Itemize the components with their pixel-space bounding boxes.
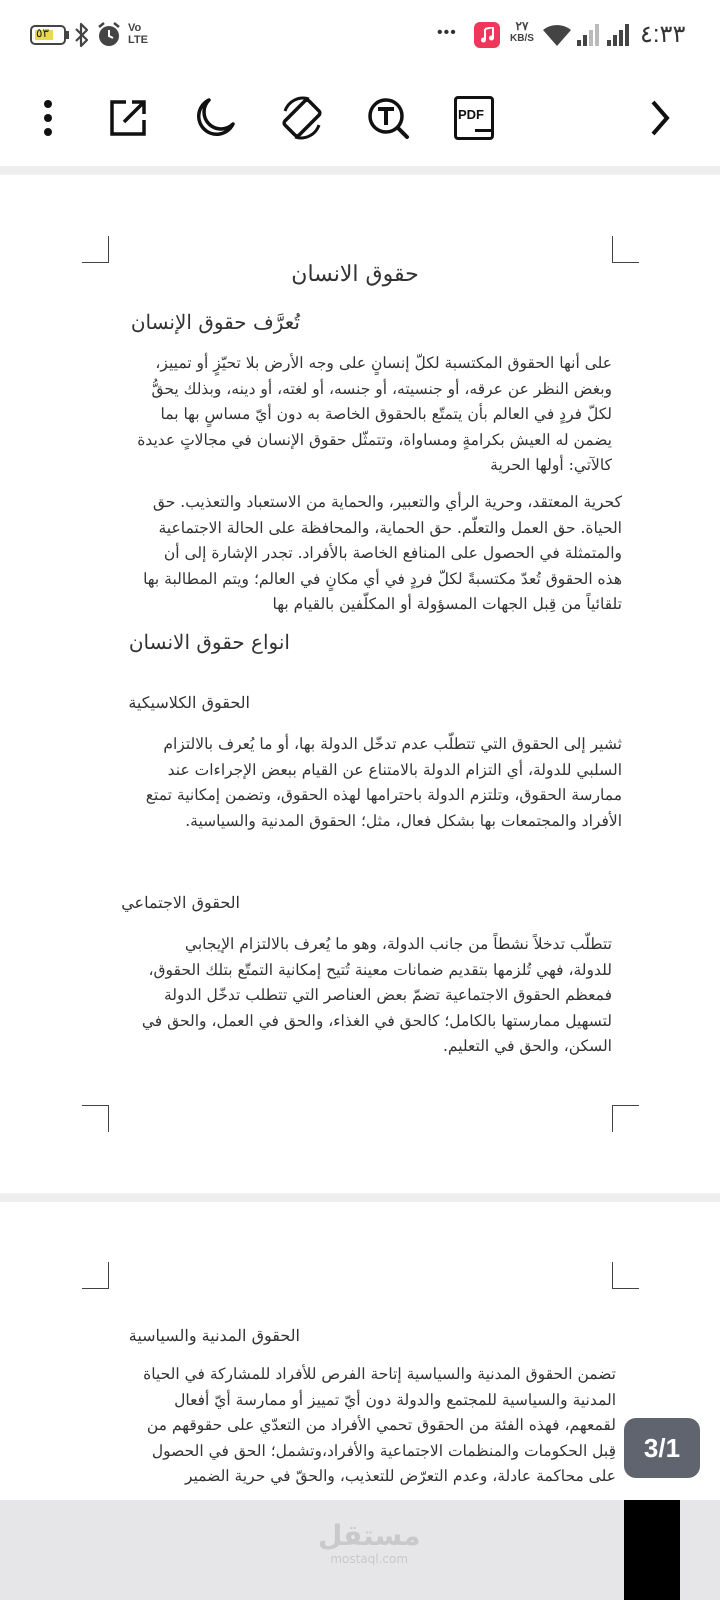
crop-mark-top-right (612, 236, 639, 263)
battery-level: ٥٣ (36, 26, 49, 40)
social-rights-heading: الحقوق الاجتماعي (121, 893, 240, 912)
types-heading: انواع حقوق الانسان (128, 630, 290, 654)
open-external-icon (108, 98, 148, 138)
toolbar (0, 72, 720, 166)
paragraph-definition: على أنها الحقوق المكتسبة لكلّ إنسانٍ على وجه الأرض بلا تحيّزٍ أو تمييز، وبغض النظر عن عرقه، أو جنسيته، أو جنسه، أو لغته، أو دينه، وبذلك يحقُّ لكلّ فردٍ في العالم بأن يتمتّع بالحقوق الخاصة به دون أيّ مساسٍ بها بما يضمن له العيش بكرامةٍ ومساواة، وتتمثّل حقوق الإنسان في مجالاتٍ عديدة كالآتي: أولها الحرية (137, 354, 612, 474)
wifi-icon (542, 22, 572, 48)
text-mode-icon (365, 95, 411, 141)
more-notifications: ••• (437, 24, 457, 41)
battery-icon (30, 25, 66, 45)
next-button[interactable] (632, 90, 688, 146)
paragraph-freedoms: كحرية المعتقد، وحرية الرأي والتعبير، والحماية من الاستعباد والتعذيب. حق الحياة. حق العمل والتعلّم. حق الحماية، والمحافظة على الحالة الاجتماعية والمتمثلة في الحصول على المنافع الخاصة بالأفراد. تجدر الإشارة إلى أن هذه الحقوق تُعدّ مكتسبةً لكلّ فردٍ في أي مكانٍ في العالم؛ ويتم المطالبة بها تلقائياً من قِبل الجهات المسؤولة أو المكلّفين بالقيام بها (143, 493, 622, 613)
watermark: مستقل mostaql.com (318, 1519, 421, 1566)
signal-icon-2 (606, 22, 632, 48)
more-vert-button[interactable] (20, 90, 76, 146)
paragraph-social-rights: تتطلّب تدخلاً نشطاً من جانب الدولة، وهو ما يُعرف بالالتزام الإيجابي للدولة، فهي تُلزمها بتقديم ضمانات معينة تُتيح إمكانية التمتّع بتلك الحقوق، فمعظم الحقوق الاجتماعية تضمّ بعض العناصر التي تتطلب تدخّل الدولة لتسهيل ممارستها بالكامل؛ كالحق في الغذاء، والحق في العمل، والحق في السكن، والحق في التعليم. (141, 935, 612, 1055)
crop-mark-bottom-left (82, 1105, 109, 1132)
page-separator (0, 1193, 720, 1202)
night-mode-button[interactable] (187, 90, 243, 146)
page-indicator: 3/1 (624, 1418, 700, 1478)
more-vert-icon (42, 98, 54, 138)
pdf-convert-button[interactable] (446, 90, 502, 146)
paragraph-civil-rights: تضمن الحقوق المدنية والسياسية إتاحة الفرص للأفراد للمشاركة في الحياة المدنية والسياسية للمجتمع والدولة دون أيّ تمييز أو ممارسة أيّ أفعال لقمعهم، فهذه الفئة من الحقوق تحمي الأفراد من التعدّي على حقوقهم من قِبل الحكومات والمنظمات الاجتماعية والأفراد،وتشمل؛ الحق في الحصول على محاكمة عادلة، وعدم التعرّض للتعذيب، والحقّ في حرية الضمير (143, 1365, 616, 1485)
rotate-icon (279, 95, 325, 141)
crop-mark-bottom-right (612, 1105, 639, 1132)
status-bar (0, 0, 720, 72)
chevron-right-icon (647, 98, 673, 138)
signal-icon-1 (576, 22, 602, 48)
crop-mark-top-right (612, 1262, 639, 1289)
classic-rights-heading: الحقوق الكلاسيكية (128, 693, 250, 712)
document-title: حقوق الانسان (291, 262, 419, 287)
clock: ٤:٣٣ (640, 21, 686, 48)
civil-rights-heading: الحقوق المدنية والسياسية (128, 1326, 300, 1345)
toolbar-separator (0, 166, 720, 175)
pdf-convert-icon: PDF (454, 96, 494, 140)
text-mode-button[interactable] (360, 90, 416, 146)
music-app-icon (474, 22, 500, 48)
net-speed: ٢٧ KB/S (510, 19, 534, 44)
rotate-button[interactable] (274, 90, 330, 146)
alarm-icon (96, 21, 122, 49)
night-mode-icon (193, 96, 237, 140)
paragraph-classic-rights: ثشير إلى الحقوق التي تتطلّب عدم تدخّل الدولة بها، أو ما يُعرف بالالتزام السلبي للدولة، أي التزام الدولة بالامتناع عن القيام ببعض الإجراءات عند ممارسة الحقوق، وتلتزم الدولة باحترامها لهذه الحقوق، وتضمن إمكانية تمتع الأفراد والمجتمعات بها بشكل فعال، مثل؛ الحقوق المدنية والسياسية. (145, 735, 622, 830)
open-external-button[interactable] (100, 90, 156, 146)
crop-mark-top-left (82, 236, 109, 263)
scroll-handle[interactable] (624, 1500, 680, 1600)
volte-badge: Vo LTE (128, 22, 148, 46)
bluetooth-icon (73, 22, 91, 48)
definition-heading: تُعرَّف حقوق الإنسان (130, 310, 300, 334)
crop-mark-top-left (82, 1262, 109, 1289)
